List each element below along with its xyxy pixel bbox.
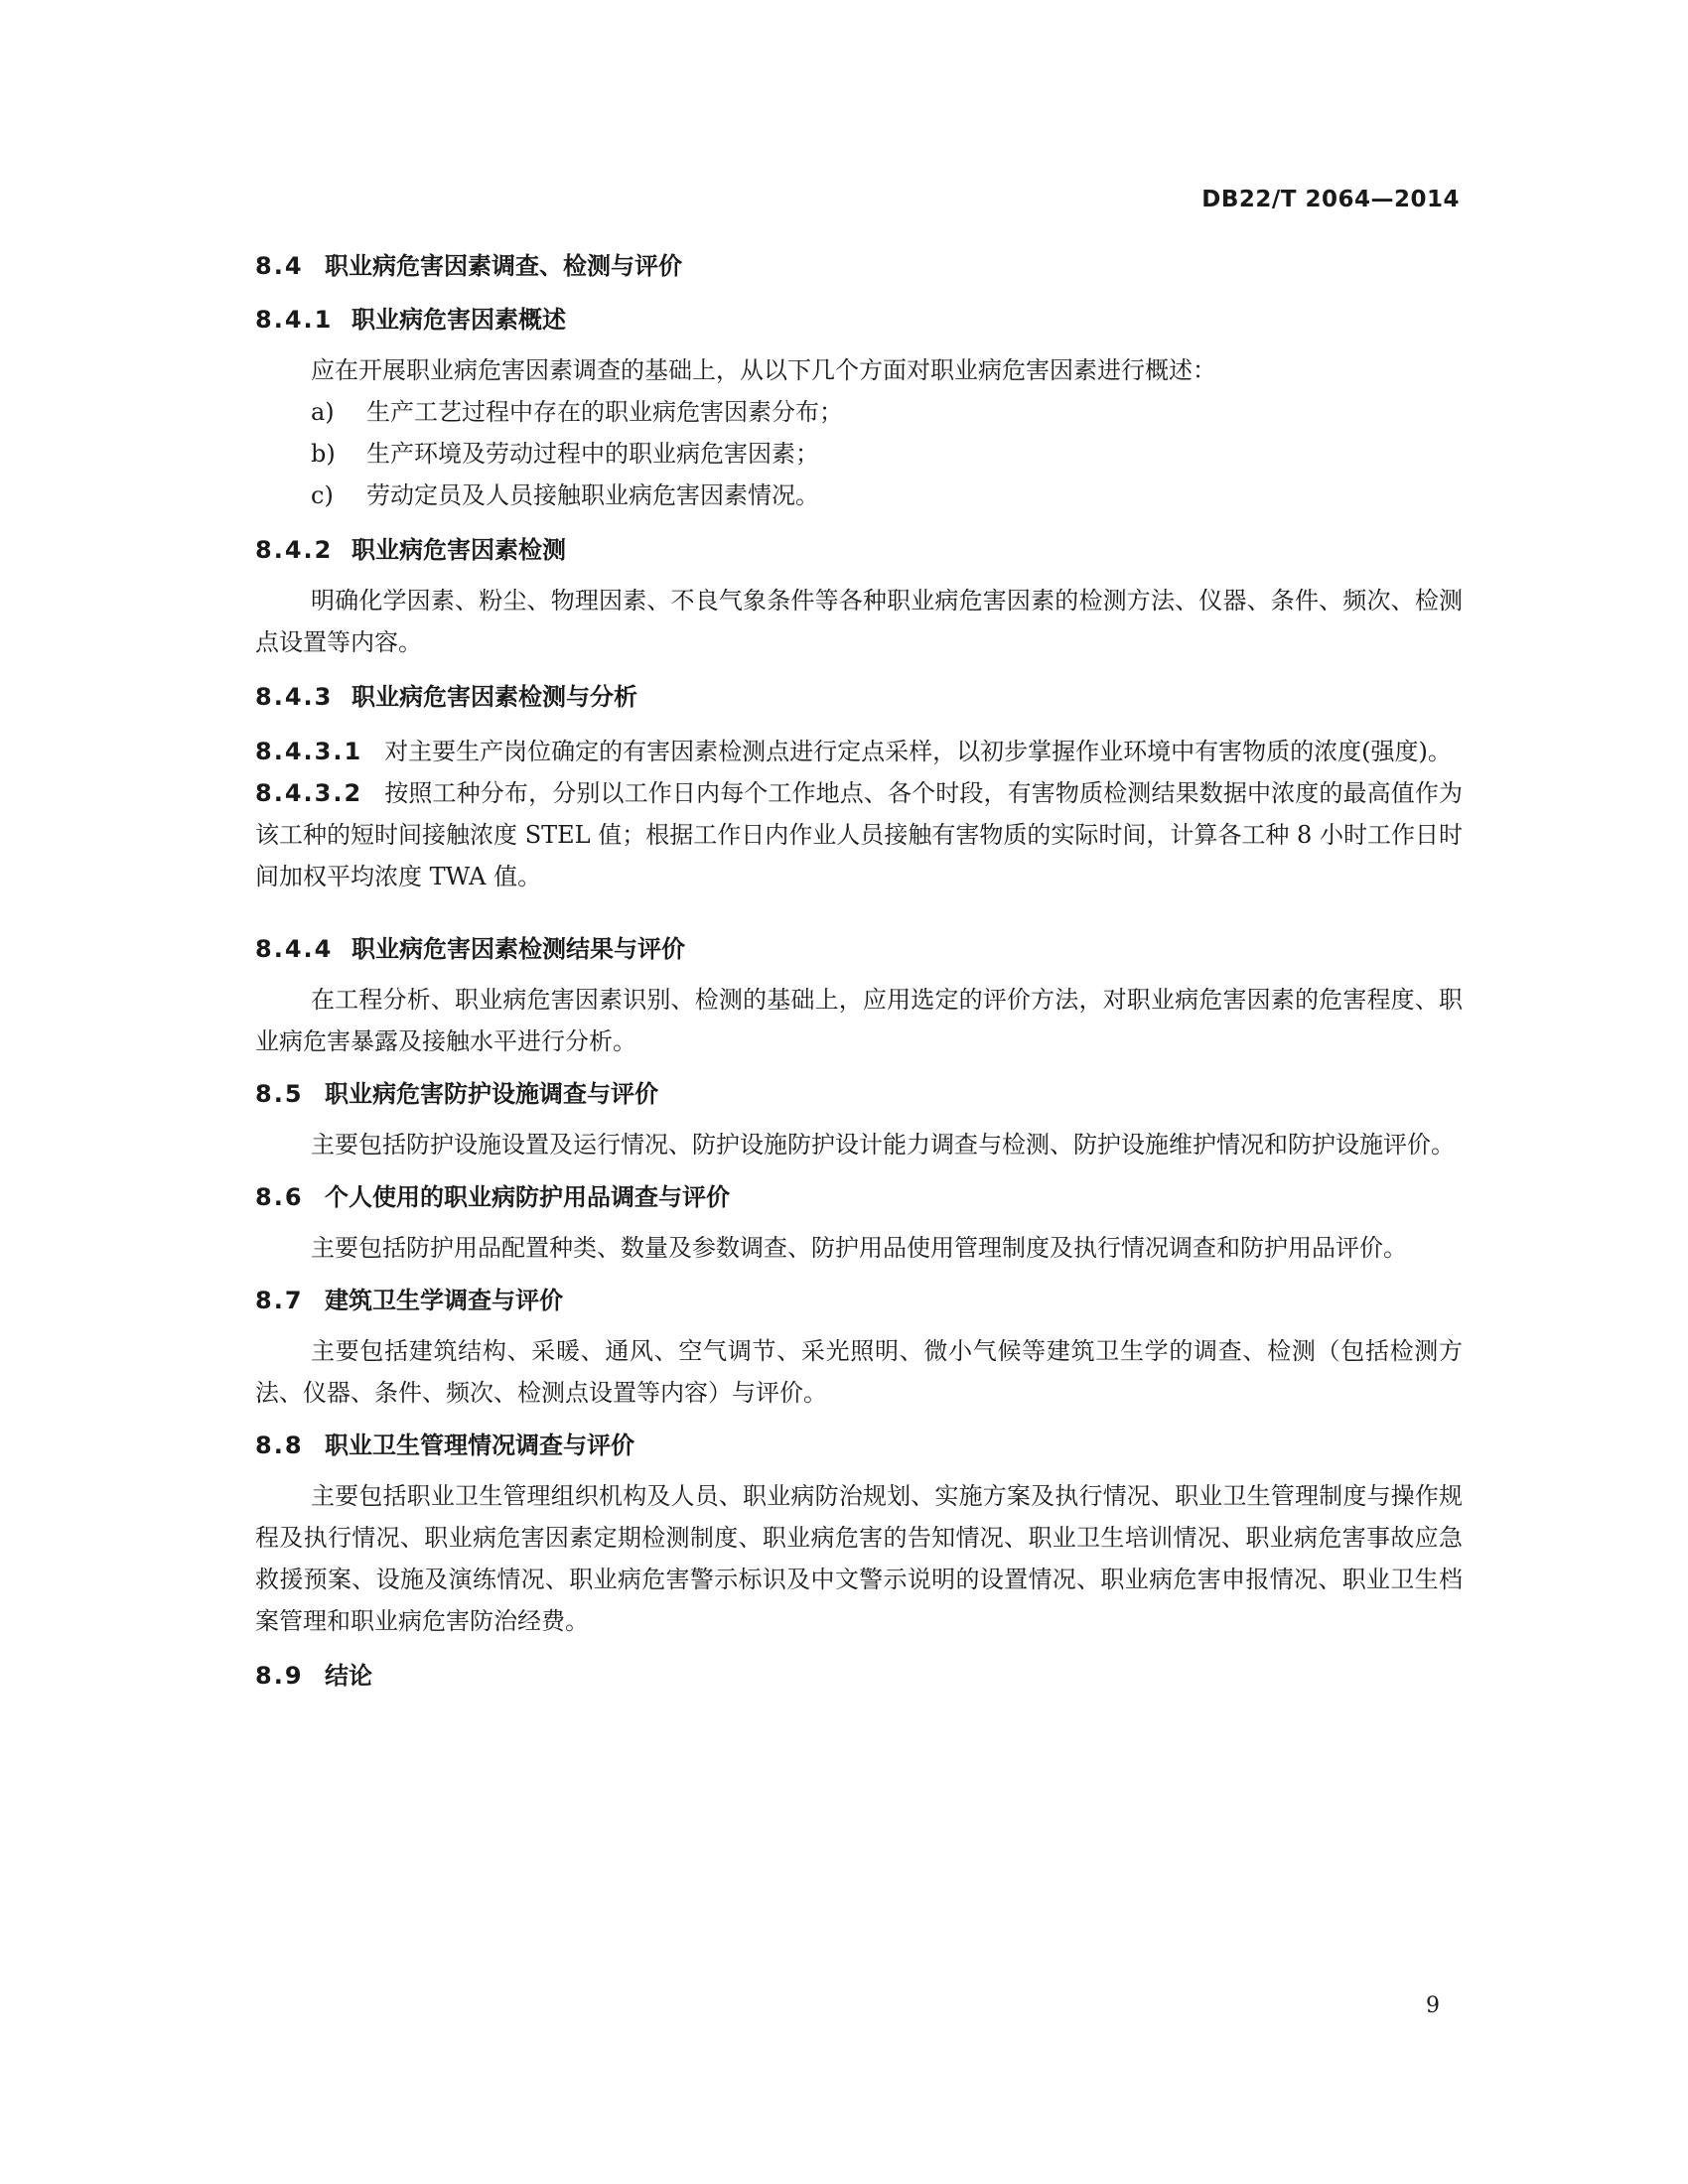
list-text: 劳动定员及人员接触职业病危害因素情况。	[366, 481, 819, 509]
clause-text: 按照工种分布，分别以工作日内每个工作地点、各个时段，有害物质检测结果数据中浓度的最高值作为该工种的短时间接触浓度 STEL 值；根据工作日内作业人员接触有害物质的实际时间，计算各工种 8 小时工作日时间加权平均浓度 TWA 值。	[255, 779, 1463, 890]
heading-number: 8.4.1	[255, 306, 334, 334]
heading-title: 职业卫生管理情况调查与评价	[325, 1432, 634, 1459]
paragraph-8-8: 主要包括职业卫生管理组织机构及人员、职业病防治规划、实施方案及执行情况、职业卫生管理制度与操作规程及执行情况、职业病危害因素定期检测制度、职业病危害的告知情况、职业卫生培训情况、职业病危害事故应急救援预案、设施及演练情况、职业病危害警示标识及中文警示说明的设置情况、职业病危害申报情况、职业卫生档案管理和职业病危害防治经费。	[255, 1482, 1463, 1635]
list-marker: a)	[311, 398, 335, 426]
heading-title: 职业病危害防护设施调查与评价	[325, 1080, 658, 1108]
heading-8-7	[255, 1283, 1463, 1318]
list-marker: c)	[311, 481, 334, 509]
list-item-b	[255, 433, 1463, 475]
paragraph-8-4-2: 明确化学因素、粉尘、物理因素、不良气象条件等各种职业病危害因素的检测方法、仪器、条件、频次、检测点设置等内容。	[255, 587, 1463, 656]
heading-8-4-4	[255, 931, 1463, 967]
heading-title: 建筑卫生学调查与评价	[325, 1287, 563, 1314]
heading-number: 8.5	[255, 1080, 304, 1108]
heading-number: 8.4.2	[255, 536, 334, 564]
heading-8-5	[255, 1076, 1463, 1112]
heading-title: 职业病危害因素检测与分析	[352, 683, 637, 711]
heading-title: 职业病危害因素概述	[352, 306, 566, 334]
page-number: 9	[1426, 1993, 1440, 2018]
heading-title: 职业病危害因素检测结果与评价	[352, 935, 685, 963]
list-text: 生产环境及劳动过程中的职业病危害因素；	[366, 440, 819, 468]
paragraph-8-7: 主要包括建筑结构、采暖、通风、空气调节、采光照明、微小气候等建筑卫生学的调查、检测（包括检测方法、仪器、条件、频次、检测点设置等内容）与评价。	[255, 1337, 1463, 1407]
heading-8-4	[255, 248, 1463, 284]
heading-title: 个人使用的职业病防护用品调查与评价	[325, 1183, 730, 1211]
paragraph-8-4-4: 在工程分析、职业病危害因素识别、检测的基础上，应用选定的评价方法，对职业病危害因素的危害程度、职业病危害暴露及接触水平进行分析。	[255, 986, 1463, 1055]
heading-number: 8.7	[255, 1287, 304, 1314]
heading-8-4-1	[255, 302, 1463, 338]
heading-8-9	[255, 1658, 1463, 1694]
heading-title: 职业病危害因素调查、检测与评价	[325, 252, 682, 280]
list-text: 生产工艺过程中存在的职业病危害因素分布；	[366, 398, 843, 426]
clause-text: 对主要生产岗位确定的有害因素检测点进行定点采样，以初步掌握作业环境中有害物质的浓度(强度)。	[384, 738, 1452, 765]
heading-8-8	[255, 1428, 1463, 1463]
heading-8-6	[255, 1179, 1463, 1215]
clause-8-4-3-1	[255, 731, 1463, 772]
heading-number: 8.4.4	[255, 935, 334, 963]
heading-number: 8.9	[255, 1662, 304, 1690]
list-item-c	[255, 475, 1463, 516]
page-content	[255, 248, 1463, 1694]
heading-title: 结论	[325, 1662, 372, 1690]
list-item-a	[255, 391, 1463, 433]
heading-number: 8.6	[255, 1183, 304, 1211]
clause-number: 8.4.3.2	[255, 779, 363, 807]
clause-8-4-3-2	[255, 772, 1463, 897]
document-code: DB22/T 2064—2014	[1201, 187, 1460, 212]
heading-number: 8.8	[255, 1432, 304, 1459]
list-marker: b)	[311, 440, 336, 468]
heading-8-4-3	[255, 679, 1463, 715]
heading-number: 8.4	[255, 252, 304, 280]
paragraph-8-5: 主要包括防护设施设置及运行情况、防护设施防护设计能力调查与检测、防护设施维护情况和防护设施评价。	[311, 1131, 1455, 1159]
clause-number: 8.4.3.1	[255, 738, 363, 765]
heading-number: 8.4.3	[255, 683, 334, 711]
paragraph-8-4-1-intro: 应在开展职业病危害因素调查的基础上，从以下几个方面对职业病危害因素进行概述：	[311, 356, 1216, 384]
heading-8-4-2	[255, 532, 1463, 568]
heading-title: 职业病危害因素检测	[352, 536, 566, 564]
paragraph-8-6: 主要包括防护用品配置种类、数量及参数调查、防护用品使用管理制度及执行情况调查和防护用品评价。	[311, 1234, 1407, 1262]
